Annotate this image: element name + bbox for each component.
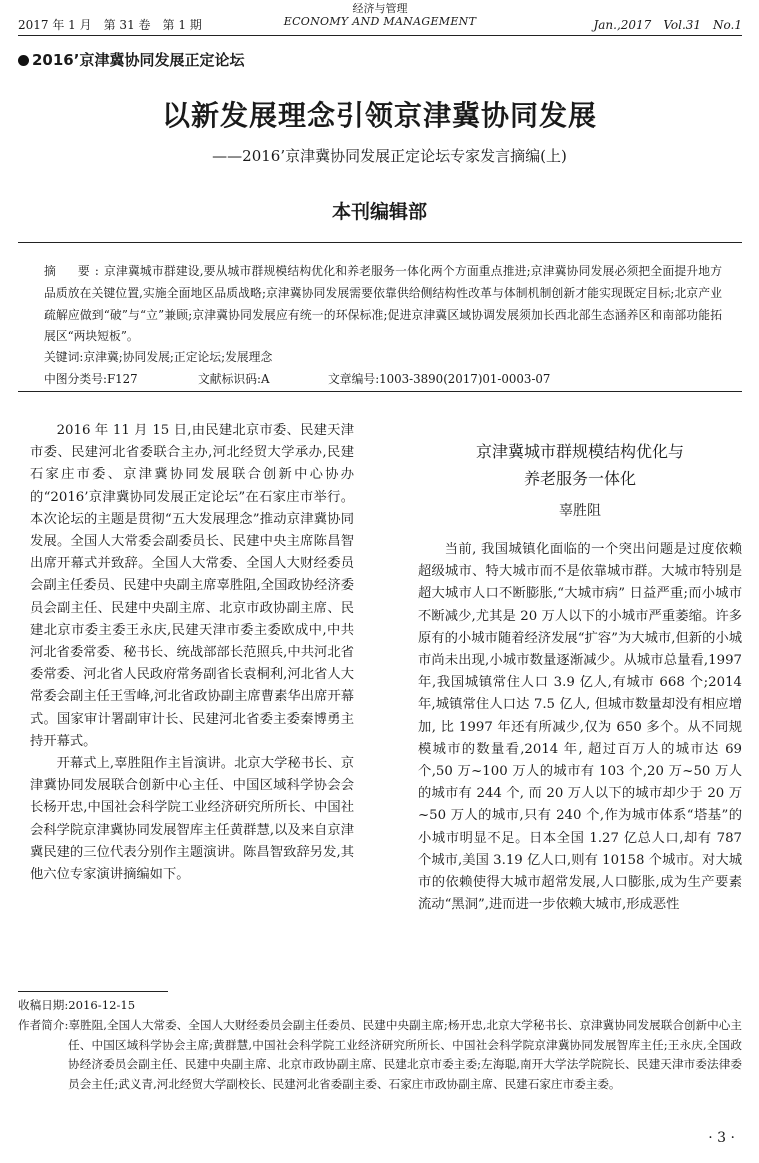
bullet-dot-icon bbox=[18, 55, 29, 66]
received-date: 收稿日期:2016-12-15 bbox=[18, 998, 136, 1012]
article-number: 文章编号:1003-3890(2017)01-0003-07 bbox=[328, 372, 551, 386]
keywords-text: 京津冀;协同发展;正定论坛;发展理念 bbox=[83, 350, 273, 364]
header-date-volume: Jan.,2017 Vol.31 No.1 bbox=[593, 18, 742, 32]
forum-name: 2016’京津冀协同发展正定论坛 bbox=[32, 51, 245, 69]
author-bios-label: 作者简介: bbox=[18, 1018, 69, 1032]
author-bios-text: 辜胜阻,全国人大常委、全国人大财经委员会副主任委员、民建中央副主席;杨开忠,北京大学秘书长、京津冀协同发展联合创新中心主任、中国区域科学协会主席;黄群慧,中国社会科学院工业经济研究所所长、中国社会科学院京津冀协同发展智库主任;王永庆,全国政协经济委员会副主任、民建中央副主席、北京市政协副主席、民建北京市委主委;左海聪,南开大学法学院院长、民建天津市委法律委员会主任;武义青,河北经贸大学副校长、民建河北省委副主委、石家庄市政协副主席、民建石家庄市委主委。 bbox=[68, 1018, 742, 1091]
author-bios bbox=[18, 1016, 742, 1094]
abstract-box bbox=[18, 242, 742, 392]
running-header bbox=[18, 0, 742, 36]
journal-name-cn: 经济与管理 bbox=[352, 2, 408, 15]
document-code: 文献标识码:A bbox=[198, 372, 270, 386]
abstract-label: 摘 要: bbox=[44, 264, 104, 278]
page-number: · 3 · bbox=[708, 1130, 735, 1146]
forum-column-label bbox=[18, 49, 244, 70]
article-subtitle: ——2016’京津冀协同发展正定论坛专家发言摘编(上) bbox=[212, 147, 567, 165]
abstract-text: 京津冀城市群建设,要从城市群规模结构优化和养老服务一体化两个方面重点推进;京津冀协同发展必须把全面提升地方品质放在关键位置,实施全面地区品质战略;京津冀协同发展需要依靠供给侧结构性改革与体制机制创新才能实现既定目标;北京产业疏解应做到“破”与“立”兼顾;京津冀协同发展应有统一的环保标准;促进京津冀区域协调发展须加长西北部生态涵养区和南部功能拓展区“两块短板”。 bbox=[44, 264, 722, 344]
article-author: 本刊编辑部 bbox=[331, 201, 427, 223]
clc-number: 中图分类号:F127 bbox=[44, 372, 138, 386]
body-paragraph: 2016 年 11 月 15 日,由民建北京市委、民建天津市委、民建河北省委联合主办,河北经贸大学承办,民建石家庄市委、京津冀协同发展联合创新中心协办的“2016’京津冀协同发展正定论坛”在石家庄市举行。本次论坛的主题是贯彻“五大发展理念”推动京津冀协同发展。全国人大常委会副委员长、民建中央主席陈昌智出席开幕式并致辞。全国人大常委、全国人大财经委员会副主任委员、民建中央副主席辜胜阻,全国政协经济委员会副主任、民建中央副主席、北京市政协副主席、民建北京市委主委王永庆,民建天津市委主委欧成中,中共河北省委常委、秘书长、统战部部长范照兵,中共河北省委常委、河北省人民政府常务副省长袁桐利,河北省人大常委会副主任王雪峰,河北省政协副主席曹素华出席开幕式。国家审计署副审计长、民建河北省委主委秦博勇主持开幕式。 bbox=[30, 423, 354, 749]
section-title-line: 京津冀城市群规模结构优化与 bbox=[475, 442, 684, 461]
section-title bbox=[418, 438, 742, 492]
article-title: 以新发展理念引领京津冀协同发展 bbox=[161, 99, 597, 132]
header-issue-info: 2017 年 1 月 第 31 卷 第 1 期 bbox=[18, 18, 202, 32]
abstract bbox=[44, 261, 722, 348]
body-paragraph: 当前, 我国城镇化面临的一个突出问题是过度依赖超级城市、特大城市而不是依靠城市群。大城市特别是超大城市人口不断膨胀,“大城市病” 日益严重;而小城市不断减少,尤其是 20 万人以下的小城市严重萎缩。许多原有的小城市随着经济发展“扩容”为大城市,但新的小城市尚未出现,小城市数量逐渐减少。从城市总量看,1997 年,我国城镇常住人口 3.9 亿人,有城市 668 个;2014 年,城镇常住人口达 7.5 亿人, 但城市数量却没有相应增加, 比 1997 年还有所减少,仅为 650 多个。从不同规模城市的数量看,2014 年, 超过百万人的城市达 69 个,50 万~100 万人的城市有 103 个,20 万~50 万人的城市有 244 个, 而 20 万人以下的城市却少于 20 万~50 万人的城市,只有 240 个,作为城市体系“塔基”的小城市明显不足。日本全国 1.27 亿总人口,却有 787 个城市,美国 3.19 亿人口,则有 10158 个城市。对大城市的依赖使得大城市超常发展,人口膨胀,成为生产要素流动“黑洞”,进而进一步依赖大城市,形成恶性 bbox=[418, 542, 742, 913]
section-author: 辜胜阻 bbox=[559, 503, 601, 519]
footnote-divider bbox=[18, 991, 168, 992]
right-column bbox=[418, 539, 742, 916]
keywords bbox=[44, 347, 272, 367]
keywords-label: 关键词: bbox=[44, 350, 84, 364]
section-title-line: 养老服务一体化 bbox=[523, 469, 636, 488]
journal-name-en: ECONOMY AND MANAGEMENT bbox=[283, 15, 477, 28]
left-column bbox=[30, 420, 354, 886]
body-paragraph: 开幕式上,辜胜阻作主旨演讲。北京大学秘书长、京津冀协同发展联合创新中心主任、中国区域科学协会会长杨开忠,中国社会科学院工业经济研究所所长、中国社会科学院京津冀协同发展智库主任黄群慧,以及来自京津冀民建的三位代表分别作主题演讲。陈昌智致辞另发,其他六位专家演讲摘编如下。 bbox=[30, 756, 354, 883]
